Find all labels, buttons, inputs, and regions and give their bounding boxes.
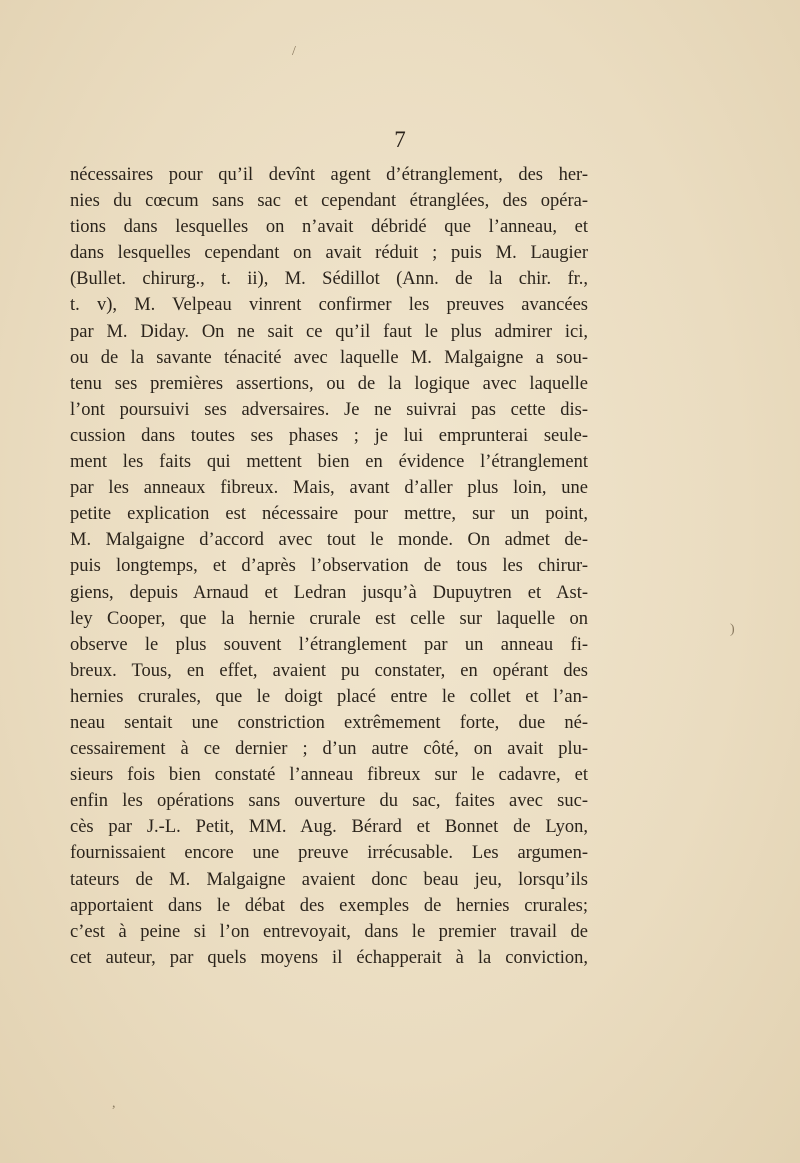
text-line: ley Cooper, que la hernie crurale est celle sur laquelle on: [70, 608, 588, 629]
text-line: tenu ses premières assertions, ou de la logique avec laquelle: [70, 373, 588, 394]
pencil-mark: /: [292, 44, 296, 59]
text-line: par M. Diday. On ne sait ce qu’il faut le plus admirer ici,: [70, 321, 588, 342]
text-line: puis longtemps, et d’après l’observation de tous les chirur-: [70, 556, 588, 577]
text-line: t. v), M. Velpeau vinrent confirmer les preuves avancées: [70, 295, 588, 316]
text-line: ment les faits qui mettent bien en évidence l’étranglement: [70, 452, 588, 473]
text-line: M. Malgaigne d’accord avec tout le monde. On admet de-: [70, 530, 588, 551]
margin-bracket-mark: ): [730, 622, 735, 637]
text-line: observe le plus souvent l’étranglement par un anneau fi-: [70, 634, 588, 655]
page-number: 7: [394, 127, 406, 152]
text-line: cet auteur, par quels moyens il échapperait à la conviction,: [70, 947, 588, 968]
text-line: dans lesquelles cependant on avait réduit ; puis M. Laugier: [70, 243, 588, 264]
text-line: nécessaires pour qu’il devînt agent d’étranglement, des her-: [70, 165, 588, 185]
text-line: sieurs fois bien constaté l’anneau fibreux sur le cadavre, et: [70, 765, 588, 786]
text-line: apportaient dans le débat des exemples de hernies crurales;: [70, 895, 588, 916]
ink-speck: ,: [112, 1096, 116, 1111]
text-line: enfin les opérations sans ouverture du sac, faites avec suc-: [70, 791, 588, 812]
text-line: c’est à peine si l’on entrevoyait, dans le premier travail de: [70, 921, 588, 942]
text-line: cussion dans toutes ses phases ; je lui emprunterai seule-: [70, 425, 588, 446]
text-line: nies du cœcum sans sac et cependant étranglées, des opéra-: [70, 191, 588, 212]
text-line: par les anneaux fibreux. Mais, avant d’aller plus loin, une: [70, 478, 588, 499]
text-line: petite explication est nécessaire pour mettre, sur un point,: [70, 504, 588, 525]
text-line: giens, depuis Arnaud et Ledran jusqu’à Dupuytren et Ast-: [70, 582, 588, 603]
text-line: (Bullet. chirurg., t. ii), M. Sédillot (Ann. de la chir. fr.,: [70, 269, 588, 290]
text-line: breux. Tous, en effet, avaient pu constater, en opérant des: [70, 660, 588, 681]
text-line: tateurs de M. Malgaigne avaient donc beau jeu, lorsqu’ils: [70, 869, 588, 890]
body-text: [70, 162, 588, 971]
text-line: cès par J.-L. Petit, MM. Aug. Bérard et Bonnet de Lyon,: [70, 817, 588, 838]
text-line: neau sentait une constriction extrêmement forte, due né-: [70, 712, 588, 733]
text-line: hernies crurales, que le doigt placé entre le collet et l’an-: [70, 686, 588, 707]
text-line: l’ont poursuivi ses adversaires. Je ne suivrai pas cette dis-: [70, 399, 588, 420]
text-line: ou de la savante ténacité avec laquelle M. Malgaigne a sou-: [70, 347, 588, 368]
text-line: tions dans lesquelles on n’avait débridé que l’anneau, et: [70, 217, 588, 238]
text-line: fournissaient encore une preuve irrécusable. Les argumen-: [70, 843, 588, 864]
text-line: cessairement à ce dernier ; d’un autre côté, on avait plu-: [70, 739, 588, 760]
